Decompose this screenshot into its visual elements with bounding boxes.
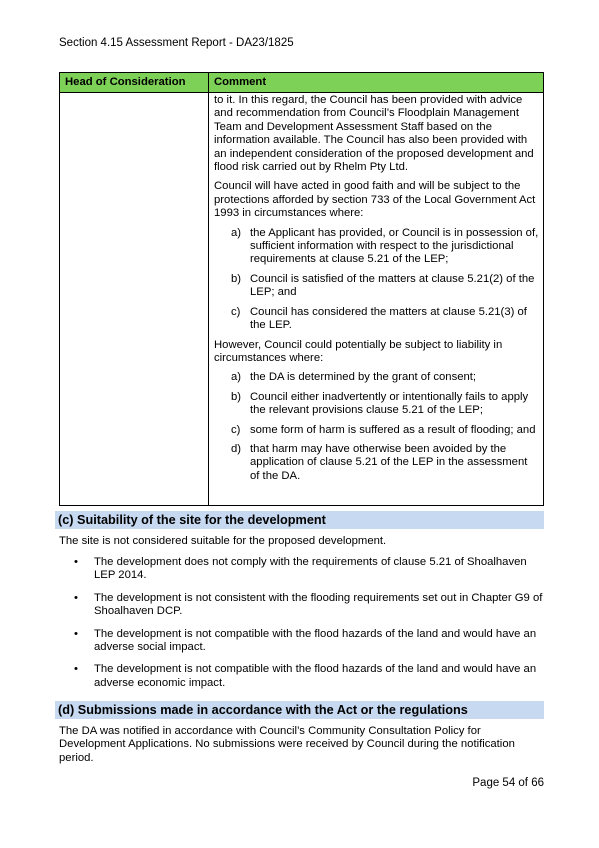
bullet-text: The development does not comply with the requirements of clause 5.21 of Shoalhaven LEP 2014. xyxy=(94,556,527,582)
list-marker: b) xyxy=(231,272,242,285)
list-marker: d) xyxy=(231,442,242,455)
bullet-icon: • xyxy=(74,591,78,604)
list-item-text: Council is satisfied of the matters at clause 5.21(2) of the LEP; and xyxy=(250,272,535,299)
bullet-item xyxy=(59,592,545,619)
list-item xyxy=(214,391,539,418)
list-item-text: the Applicant has provided, or Council is in possession of, sufficient information with respect to the jurisdictional requirements at clause 5.21 of the LEP; xyxy=(250,226,539,266)
bullet-text: The development is not compatible with the flood hazards of the land and would have an adverse social impact. xyxy=(94,627,537,654)
consideration-cell xyxy=(60,93,209,506)
list-marker: c) xyxy=(231,423,241,436)
list-item-text: Council has considered the matters at clause 5.21(3) of the LEP. xyxy=(250,305,527,332)
page-number: Page 54 of 66 xyxy=(472,777,544,789)
list-item xyxy=(214,306,539,333)
bullet-item xyxy=(59,628,545,655)
comment-paragraph: However, Council could potentially be subject to liability in circumstances where: xyxy=(214,338,503,364)
section-c-heading: (c) Suitability of the site for the development xyxy=(55,511,544,529)
bullet-item xyxy=(59,663,545,690)
list-item xyxy=(214,227,539,267)
consideration-table xyxy=(59,72,544,506)
list-item xyxy=(214,371,539,384)
list-item xyxy=(214,424,539,437)
col-head-consideration: Head of Consideration xyxy=(60,73,209,93)
list-item-text: the DA is determined by the grant of consent; xyxy=(250,371,477,384)
col-head-comment: Comment xyxy=(209,73,544,93)
bullet-icon: • xyxy=(74,556,78,568)
section-d-heading: (d) Submissions made in accordance with the Act or the regulations xyxy=(55,701,544,719)
section-c-bullet-list xyxy=(59,556,545,699)
bullet-icon: • xyxy=(74,663,78,676)
document-header: Section 4.15 Assessment Report - DA23/1825 xyxy=(59,37,294,49)
table-header-row xyxy=(60,73,544,93)
list-marker: a) xyxy=(231,371,242,384)
comment-paragraph: to it. In this regard, the Council has been provided with advice and recommendation from Council’s Floodplain Management Team and Development Assessment Staff based on the information available. The Council has also been provided with an independent consideration of the proposed development and flood risk carried out by Rhelm Pty Ltd. xyxy=(214,94,534,174)
bullet-text: The development is not consistent with the flooding requirements set out in Chapter G9 of Shoalhaven DCP. xyxy=(94,591,543,618)
table-row xyxy=(60,93,544,506)
list-item xyxy=(214,273,539,300)
list-marker: b) xyxy=(231,390,242,403)
comment-paragraph: Council will have acted in good faith and will be subject to the protections afforded by section 733 of the Local Government Act 1993 in circumstances where: xyxy=(214,180,536,220)
list-marker: a) xyxy=(231,226,242,239)
bullet-text: The development is not compatible with the flood hazards of the land and would have an adverse economic impact. xyxy=(94,663,537,689)
comment-cell xyxy=(209,93,544,506)
section-d-text: The DA was notified in accordance with Council’s Community Consultation Policy for Development Applications. No submissions were received by Council during the notification period. xyxy=(59,725,515,764)
list-item-text: Council either inadvertently or intentionally fails to apply the relevant provisions clause 5.21 of the LEP; xyxy=(250,390,529,417)
bullet-item xyxy=(59,556,545,583)
list-marker: c) xyxy=(231,305,241,318)
list-item xyxy=(214,443,539,483)
list-item-text: some form of harm is suffered as a result of flooding; and xyxy=(250,423,536,436)
list-item-text: that harm may have otherwise been avoided by the application of clause 5.21 of the LEP in the assessment of the DA. xyxy=(250,442,528,482)
section-c-intro: The site is not considered suitable for the proposed development. xyxy=(59,535,387,547)
bullet-icon: • xyxy=(74,627,78,640)
